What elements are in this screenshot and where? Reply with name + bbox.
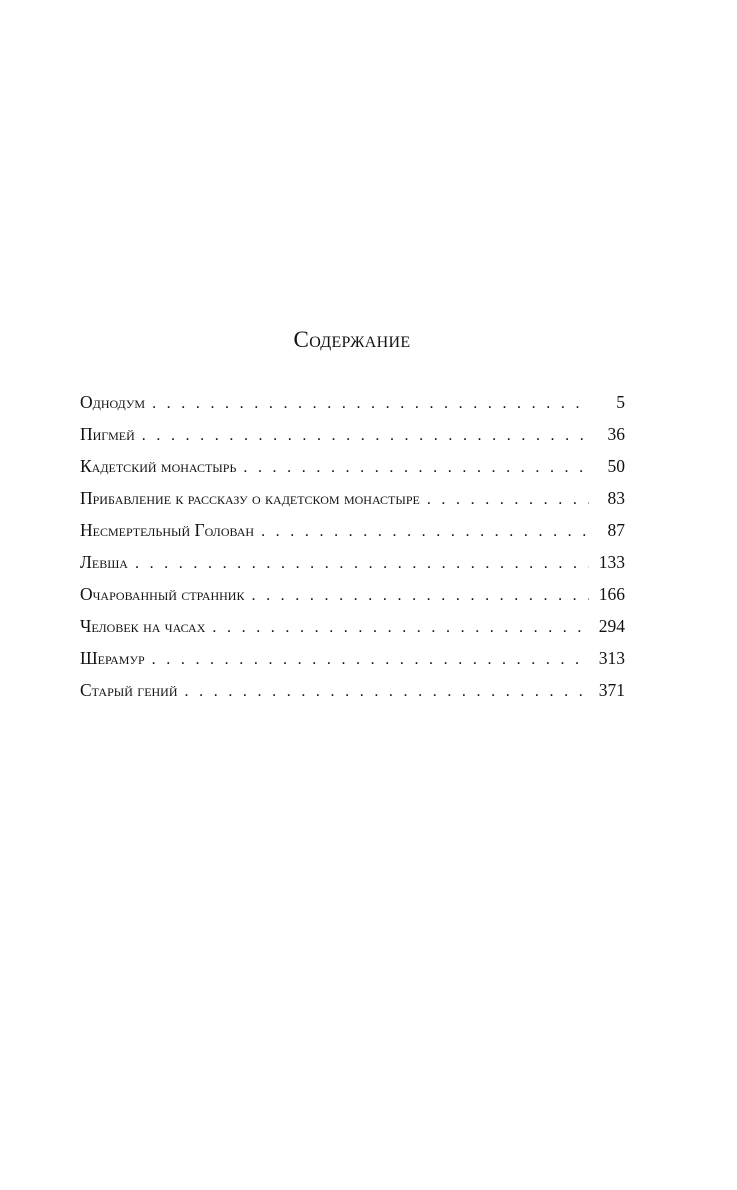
toc-entry-page: 294 xyxy=(598,616,625,636)
toc-entry-page: 133 xyxy=(598,552,625,572)
toc-list xyxy=(80,386,625,706)
toc-entry-title: Человек на часах xyxy=(80,616,206,636)
toc-entry xyxy=(80,546,625,578)
toc-entry-title: Очарованный странник xyxy=(80,584,245,604)
toc-entry xyxy=(80,418,625,450)
toc-entry-page: 371 xyxy=(598,680,625,700)
toc-entry-page: 313 xyxy=(598,648,625,668)
toc-entry xyxy=(80,450,625,482)
toc-leader-dots xyxy=(261,516,589,548)
toc-entry-page: 36 xyxy=(607,424,625,444)
toc-entry xyxy=(80,514,625,546)
toc-entry-title: Кадетский монастырь xyxy=(80,456,237,476)
toc-entry-title: Однодум xyxy=(80,392,146,412)
toc-entry xyxy=(80,482,625,514)
toc-leader-dots xyxy=(212,612,589,644)
toc-entry xyxy=(80,578,625,610)
toc-leader-dots xyxy=(427,484,589,516)
toc-entry xyxy=(80,386,625,418)
toc-leader-dots xyxy=(152,388,589,420)
toc-entry-page: 83 xyxy=(607,488,625,508)
toc-entry xyxy=(80,674,625,706)
toc-entry xyxy=(80,642,625,674)
toc-entry-page: 50 xyxy=(607,456,625,476)
toc-entry xyxy=(80,610,625,642)
toc-entry-title: Шерамур xyxy=(80,648,145,668)
toc-leader-dots xyxy=(185,676,589,708)
toc-leader-dots xyxy=(243,452,589,484)
toc-entry-page: 87 xyxy=(607,520,625,540)
toc-heading: Содержание xyxy=(293,327,411,352)
toc-entry-title: Пигмей xyxy=(80,424,135,444)
toc-entry-title: Несмертельный Голован xyxy=(80,520,255,540)
toc-leader-dots xyxy=(142,420,589,452)
toc-entry-page: 5 xyxy=(616,392,625,412)
toc-entry-title: Прибавление к рассказу о кадетском монастыре xyxy=(80,488,420,508)
toc-leader-dots xyxy=(152,644,589,676)
toc-leader-dots xyxy=(251,580,589,612)
toc-entry-title: Левша xyxy=(80,552,128,572)
toc-entry-page: 166 xyxy=(598,584,625,604)
toc-entry-title: Старый гений xyxy=(80,680,178,700)
toc-leader-dots xyxy=(135,548,589,580)
